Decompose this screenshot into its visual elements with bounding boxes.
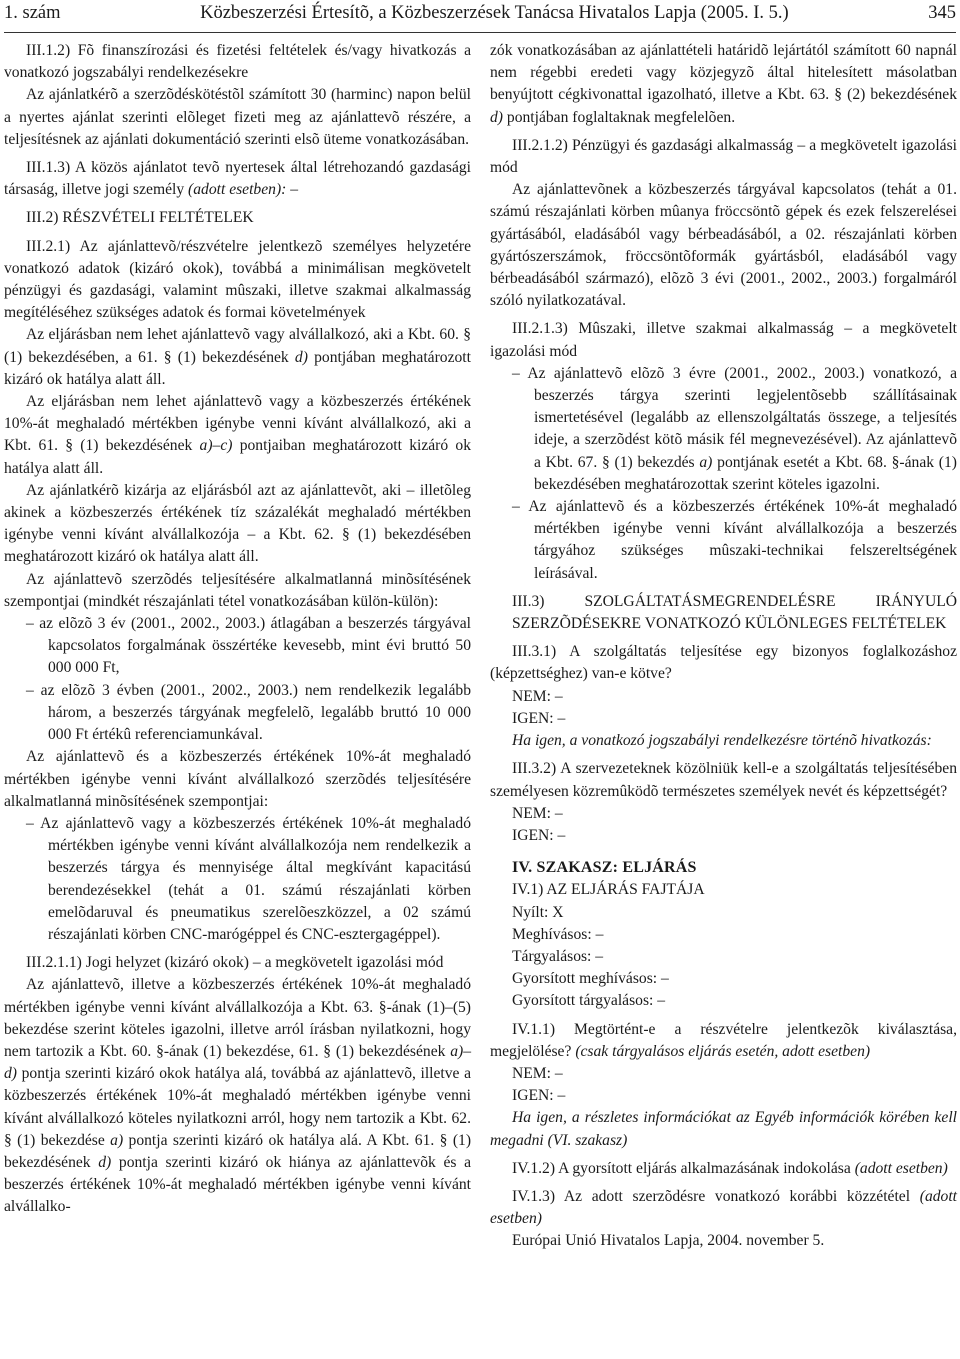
procedure-accelerated-restricted: Gyorsított meghívásos: – bbox=[512, 970, 669, 988]
paragraph: Az ajánlattevõ és a közbeszerzés értékének 10%-át meghaladó mértékben igénybe venni kívánt alvállalkozó szerzõdés teljesítésére alkalmatlanná minõsítésének szempontjai: bbox=[4, 748, 471, 810]
paragraph: Az eljárásban nem lehet ajánlattevõ vagy a közbeszerzés értékének 10%-át meghaladó mértékben igénybe venni kívánt alvállalkozó, aki a Kbt. 61. § (1) bekezdésének a)–c) pontjaiban meghatározott kizáró ok hatálya alatt áll. bbox=[4, 393, 471, 477]
publication-reference: Európai Unió Hivatalos Lapja, 2004. november 5. bbox=[512, 1232, 825, 1250]
journal-title: Közbeszerzési Értesítõ, a Közbeszerzések Tanácsa Hivatalos Lapja (2005. I. 5.) bbox=[200, 3, 789, 23]
list-item: – Az ajánlattevõ elõzõ 3 évre (2001., 2002., 2003.) vonatkozó, a beszerzés tárgya szerinti legjelentõsebb szállításainak ismertetésével (legalább az ellenszolgáltatás összege, a teljesítés ideje, a szerzõdést kötõ másik fél megnevezésével). Az ajánlattevõ a Kbt. 67. § (1) bekezdés a) pontjának esetét a Kbt. 68. §-ának (1) bekezdésében meghatározottak szerint köteles igazolni. bbox=[512, 364, 957, 493]
section-heading-III-2-1-3: III.2.1.3) Mûszaki, illetve szakmai alkalmasság – a megkövetelt igazolási mód bbox=[490, 320, 957, 360]
section-heading-III-2-1-2: III.2.1.2) Pénzügyi és gazdasági alkalmasság – a megkövetelt igazolási mód bbox=[490, 136, 957, 177]
section-heading-III-2-1: III.2.1) Az ajánlattevõ/részvételre jelentkezõ személyes helyzetére vonatkozó adatok (kizáró okok), továbbá a minimálisan megkövetelt pénzügyi és gazdasági, valamint mûszaki, illetve szakmai alkalmasság megítéléséhez szükséges adatok és formai követelmények bbox=[4, 237, 471, 322]
italic-note: Ha igen, a vonatkozó jogszabályi rendelkezésre történõ hivatkozás: bbox=[512, 732, 932, 750]
issue-number: 1. szám bbox=[4, 3, 61, 23]
list-item: – Az ajánlattevõ és a közbeszerzés értékének 10%-át meghaladó mértékben igénybe venni kívánt alvállalkozója a beszerzés tárgyához szükséges mûszaki-technikai felszereltségének leírásával. bbox=[512, 498, 957, 582]
list-item: – az elõzõ 3 évben (2001., 2002., 2003.) nem rendelkezik legalább három, a beszerzés tárgyának megfelelõ, legalább bruttó 10 000 000 Ft értékû referenciamunkával. bbox=[26, 681, 471, 744]
right-column bbox=[490, 40, 957, 1253]
answer-yes: IGEN: – bbox=[512, 826, 566, 844]
list-item: – Az ajánlattevõ vagy a közbeszerzés értékének 10%-át meghaladó mértékben igénybe venni kívánt alvállalkozója nem rendelkezik a beszerzés tárgya és mennyisége által megkívánt kapacitású berendezésekkel (tehát a 01. számú részajánlati körben emelõdaruval és pneumatikus szerelõeszközzel, a 02 számú részajánlati körben CNC-marógéppel és CNC-esztergagéppel). bbox=[26, 814, 471, 943]
section-heading-III-3-2: III.3.2) A szervezeteknek közölniük kell-e a szolgáltatás teljesítésében személyesen közremûködõ természetes személyek nevét és képzettségét? bbox=[490, 760, 957, 800]
procedure-accelerated-negotiated: Gyorsított tárgyalásos: – bbox=[512, 992, 666, 1010]
paragraph: zók vonatkozásában az ajánlattételi határidõ lejártától számított 60 napnál nem régebbi eredeti vagy közjegyzõ által hitelesített másolatban benyújtott cégkivonattal igazolható, illetve a Kbt. 63. § (2) bekezdésének d) pontjában foglaltaknak megfelelõen. bbox=[490, 42, 957, 126]
paragraph: Az ajánlattevõnek a közbeszerzés tárgyával kapcsolatos (tehát a 01. számú részajánlati körben mûanya fröccsöntõ gépek és ezek felszerelései gyártásából, eladásából vagy bérbeadásából, a 02. részajánlati körben gyártószerszámok, fröccsöntõformák gyártásból, eladásából vagy bérbeadásából származó), elõzõ 3 évi (2001., 2002., 2003.) forgalmáról szóló nyilatkozatával. bbox=[490, 181, 957, 310]
procedure-open: Nyílt: X bbox=[512, 903, 564, 921]
section-heading-IV-1-2: IV.1.2) A gyorsított eljárás alkalmazásának indokolása (adott esetben) bbox=[512, 1159, 948, 1177]
section-title-IV: IV. SZAKASZ: ELJÁRÁS bbox=[512, 859, 697, 877]
section-heading-III-1-3: III.1.3) A közös ajánlatot tevõ nyertesek által létrehozandó gazdasági társaság, illetve jogi személy (adott esetben): – bbox=[4, 159, 471, 199]
header-rule bbox=[4, 32, 956, 33]
answer-no: NEM: – bbox=[512, 804, 563, 822]
paragraph: Az ajánlatkérõ kizárja az eljárásból azt az ajánlattevõt, aki – illetõleg akinek a közbeszerzés értékének tíz százalékát meghaladó mértékben igénybe venni kívánt alvállalkozója – a Kbt. 62. § (1) bekezdésében meghatározott kizáró ok hatálya alatt áll. bbox=[4, 481, 471, 566]
answer-no: NEM: – bbox=[512, 1064, 563, 1082]
section-heading-IV-1: IV.1) AZ ELJÁRÁS FAJTÁJA bbox=[512, 881, 705, 899]
left-column bbox=[4, 40, 471, 1219]
procedure-restricted: Meghívásos: – bbox=[512, 925, 604, 943]
section-heading-III-2: III.2) RÉSZVÉTELI FELTÉTELEK bbox=[26, 209, 254, 227]
paragraph: Az eljárásban nem lehet ajánlattevõ vagy alvállalkozó, aki a Kbt. 60. § (1) bekezdésében, a 61. § (1) bekezdésének d) pontjában meghatározott kizáró ok hatálya alatt áll. bbox=[4, 326, 471, 388]
section-heading-III-1-2: III.1.2) Fõ finanszírozási és fizetési feltételek és/vagy hivatkozás a vonatkozó jogszabályi rendelkezésekre bbox=[4, 42, 471, 82]
list-item: – az elõzõ 3 év (2001., 2002., 2003.) átlagában a beszerzés tárgyával kapcsolatos forgalmának összértéke kevesebb, mint évi bruttó 50 000 000 Ft, bbox=[26, 615, 471, 677]
section-heading-IV-1-3: IV.1.3) Az adott szerzõdésre vonatkozó korábbi közzététel (adott esetben) bbox=[490, 1187, 957, 1228]
section-heading-III-3: III.3) SZOLGÁLTATÁSMEGRENDELÉSRE IRÁNYULÓ SZERZÕDÉSEKRE VONATKOZÓ KÜLÖNLEGES FELTÉTELEK bbox=[512, 592, 957, 633]
answer-no: NEM: – bbox=[512, 687, 563, 705]
procedure-negotiated: Tárgyalásos: – bbox=[512, 947, 604, 965]
section-heading-III-3-1: III.3.1) A szolgáltatás teljesítése egy bizonyos foglalkozáshoz (képzettséghez) van-e kötve? bbox=[490, 643, 957, 683]
paragraph: Az ajánlatkérõ a szerzõdéskötéstõl számított 30 (harminc) napon belül a nyertes ajánlat szerinti elõleget fizeti meg az ajánlattevõ részére, a teljesítésnek az ajánlati dokumentáció szerinti elsõ üteme vonatkozásában. bbox=[4, 86, 471, 148]
italic-note: Ha igen, a részletes információkat az Egyéb információk körében kell megadni (VI. szakasz) bbox=[490, 1109, 957, 1149]
paragraph: Az ajánlattevõ, illetve a közbeszerzés értékének 10%-át meghaladó mértékben igénybe venni kívánt alvállalkozója a Kbt. 63. §-ának (1)–(5) bekezdése szerint köteles igazolni, illetve arról írásban nyilatkozni, hogy nem tartozik a Kbt. 60. §-ának (1) bekezdése, 61. § (1) bekezdésének a)–d) pontja szerinti kizáró okok hatálya alá, továbbá az ajánlattevõ, illetve a közbeszerzés értékének 10%-át meghaladó mértékben igénybe venni kívánt alvállalkozó köteles nyilatkozni arról, hogy nem tartozik a Kbt. 62. § (1) bekezdése a) pontja szerinti kizáró ok hatálya alá. A Kbt. 61. § (1) bekezdésének d) pontja szerinti kizáró ok hiánya az ajánlattevõk és a beszerzés értékének 10%-át meghaladó mértékben igénybe venni kívánt alvállalko- bbox=[4, 976, 472, 1216]
section-heading-IV-1-1: IV.1.1) Megtörtént-e a részvételre jelentkezõk kiválasztása, megjelölése? (csak tárgyalásos eljárás esetén, adott esetben) bbox=[490, 1020, 957, 1060]
answer-yes: IGEN: – bbox=[512, 709, 566, 727]
page-header bbox=[4, 0, 956, 34]
section-heading-III-2-1-1: III.2.1.1) Jogi helyzet (kizáró okok) – a megkövetelt igazolási mód bbox=[26, 954, 444, 972]
paragraph: Az ajánlattevõ szerzõdés teljesítésére alkalmatlanná minõsítésének szempontjai (mindkét részajánlati tétel vonatkozásában külön-külön): bbox=[4, 570, 471, 610]
answer-yes: IGEN: – bbox=[512, 1087, 566, 1105]
page-number: 345 bbox=[928, 3, 956, 23]
